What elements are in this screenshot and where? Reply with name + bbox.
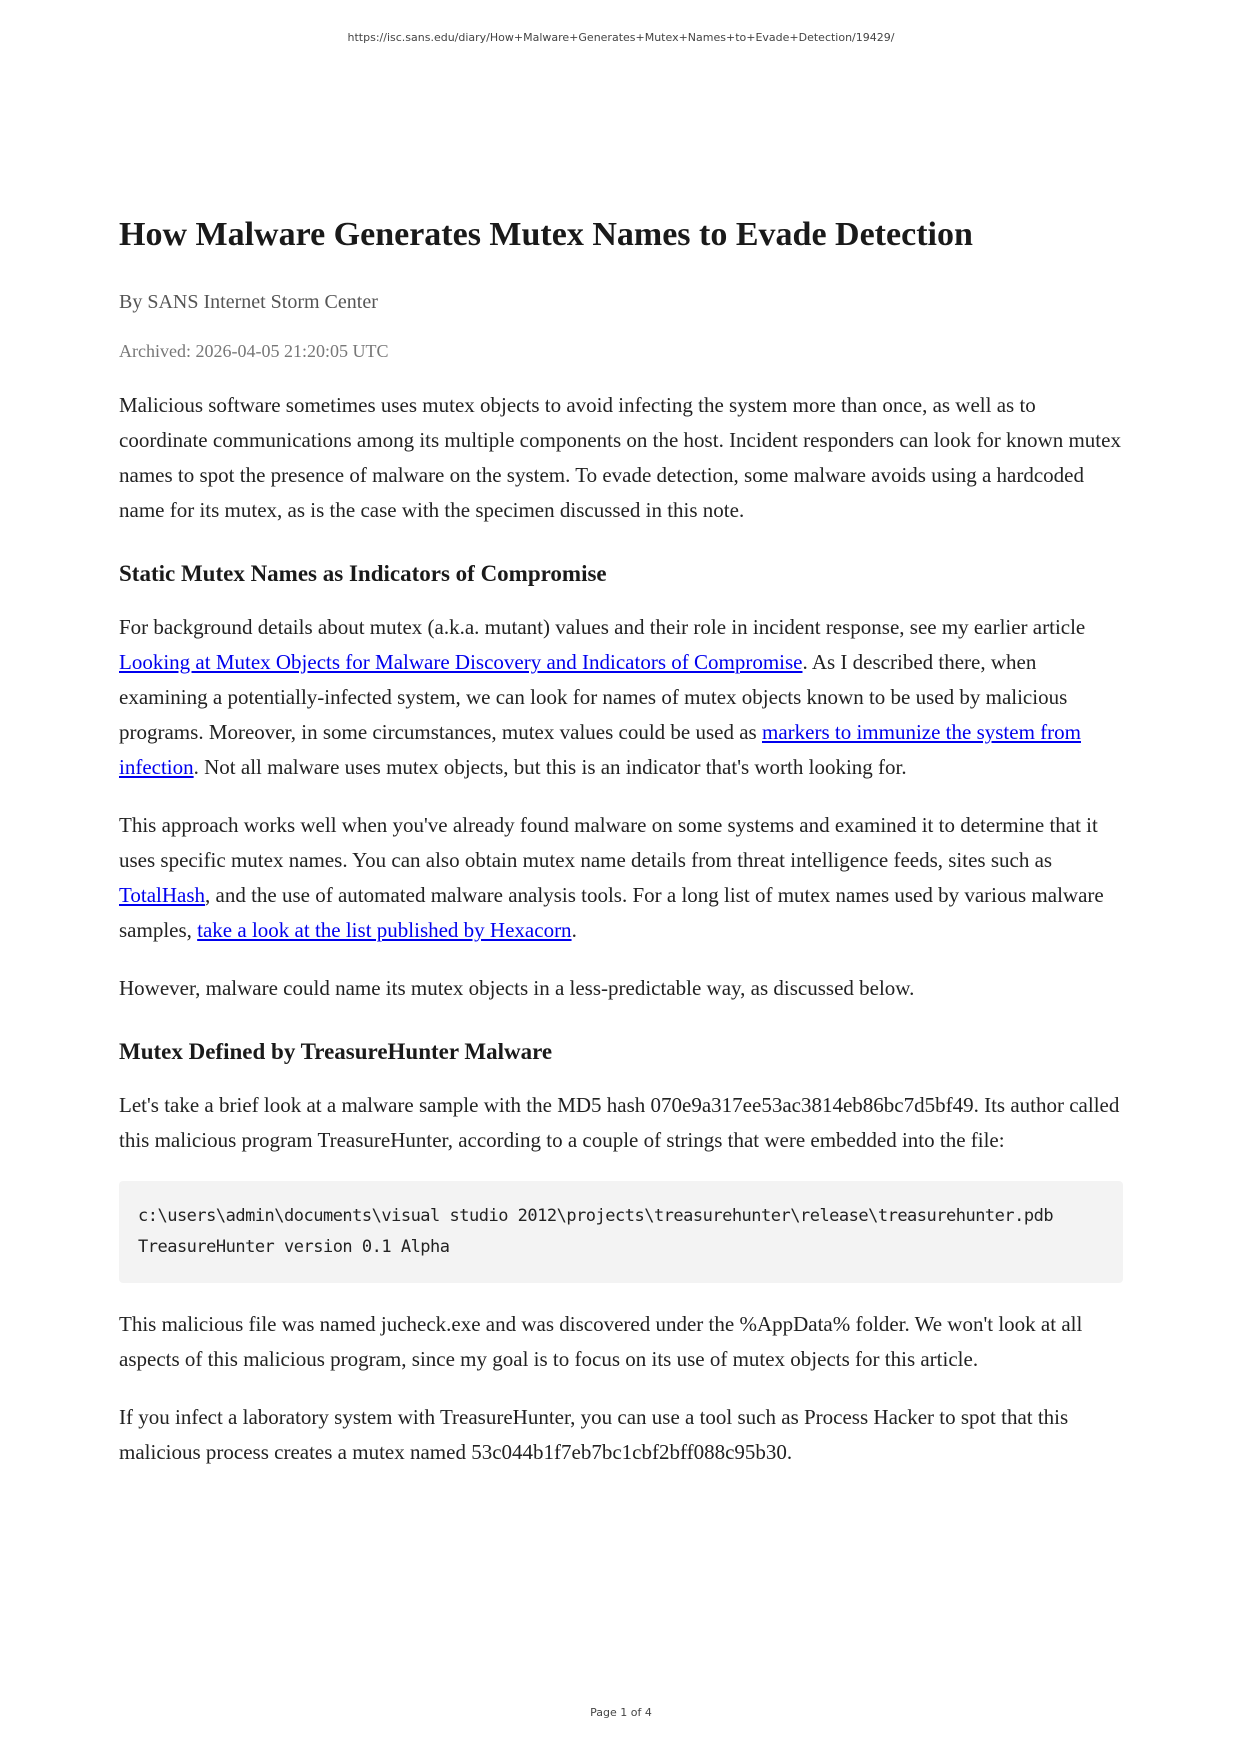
text: . Not all malware uses mutex objects, but this is an indicator that's worth looking for. — [193, 755, 907, 779]
article — [119, 212, 1123, 1493]
text: , and the use of automated malware analysis tools. For a long list of mutex names used by various malware samples, — [119, 883, 1104, 942]
link-mutex-objects-article[interactable]: Looking at Mutex Objects for Malware Discovery and Indicators of Compromise — [119, 650, 803, 674]
text: For background details about mutex (a.k.a. mutant) values and their role in incident response, see my earlier article — [119, 615, 1086, 639]
heading-treasurehunter: Mutex Defined by TreasureHunter Malware — [119, 1039, 553, 1064]
archived-date: Archived: 2026-04-05 21:20:05 UTC — [119, 341, 389, 361]
paragraph-approach — [119, 808, 1123, 948]
text: This approach works well when you've already found malware on some systems and examined it to determine that it uses specific mutex names. You can also obtain mutex name details from threat intelligence feeds, sites such as — [119, 813, 1098, 872]
paragraph-jucheck: This malicious file was named jucheck.exe and was discovered under the %AppData% folder. We won't look at all aspects of this malicious program, since my goal is to focus on its use of mutex objects for this article. — [119, 1312, 1083, 1371]
byline: By SANS Internet Storm Center — [119, 291, 378, 313]
heading-static-mutex: Static Mutex Names as Indicators of Compromise — [119, 561, 607, 586]
paragraph-intro: Malicious software sometimes uses mutex objects to avoid infecting the system more than once, as well as to coordinate communications among its multiple components on the host. Incident responders can look for known mutex names to spot the presence of malware on the system. To evade detection, some malware avoids using a hardcoded name for its mutex, as is the case with the specimen discussed in this note. — [119, 393, 1121, 522]
page-url: https://isc.sans.edu/diary/How+Malware+Generates+Mutex+Names+to+Evade+Detection/19429/ — [347, 31, 895, 44]
link-totalhash[interactable]: TotalHash — [119, 883, 206, 907]
text: . — [571, 918, 577, 942]
link-hexacorn-list[interactable]: take a look at the list published by Hexacorn — [197, 918, 572, 942]
code-line: c:\users\admin\documents\visual studio 2012\projects\treasurehunter\release\treasurehunter.pdb — [138, 1206, 1054, 1226]
paragraph-process-hacker: If you infect a laboratory system with TreasureHunter, you can use a tool such as Process Hacker to spot that this malicious process creates a mutex named 53c044b1f7eb7bc1cbf2bff088c95b30. — [119, 1405, 1069, 1464]
link-immunize-markers[interactable]: markers to immunize the system from infection — [119, 720, 1081, 779]
code-line: TreasureHunter version 0.1 Alpha — [138, 1237, 450, 1257]
text: . As I described there, when examining a potentially-infected system, we can look for names of mutex objects known to be used by malicious programs. Moreover, in some circumstances, mutex values could be used as — [119, 650, 1068, 744]
code-block — [119, 1181, 1123, 1283]
paragraph-background — [119, 610, 1123, 785]
paragraph-however: However, malware could name its mutex objects in a less-predictable way, as discussed below. — [119, 976, 915, 1000]
page-number: Page 1 of 4 — [590, 1706, 652, 1719]
article-title: How Malware Generates Mutex Names to Evade Detection — [119, 216, 973, 253]
paragraph-sample: Let's take a brief look at a malware sample with the MD5 hash 070e9a317ee53ac3814eb86bc7d5bf49. Its author called this malicious program TreasureHunter, according to a couple of strings that were embedded into the file: — [119, 1093, 1120, 1152]
